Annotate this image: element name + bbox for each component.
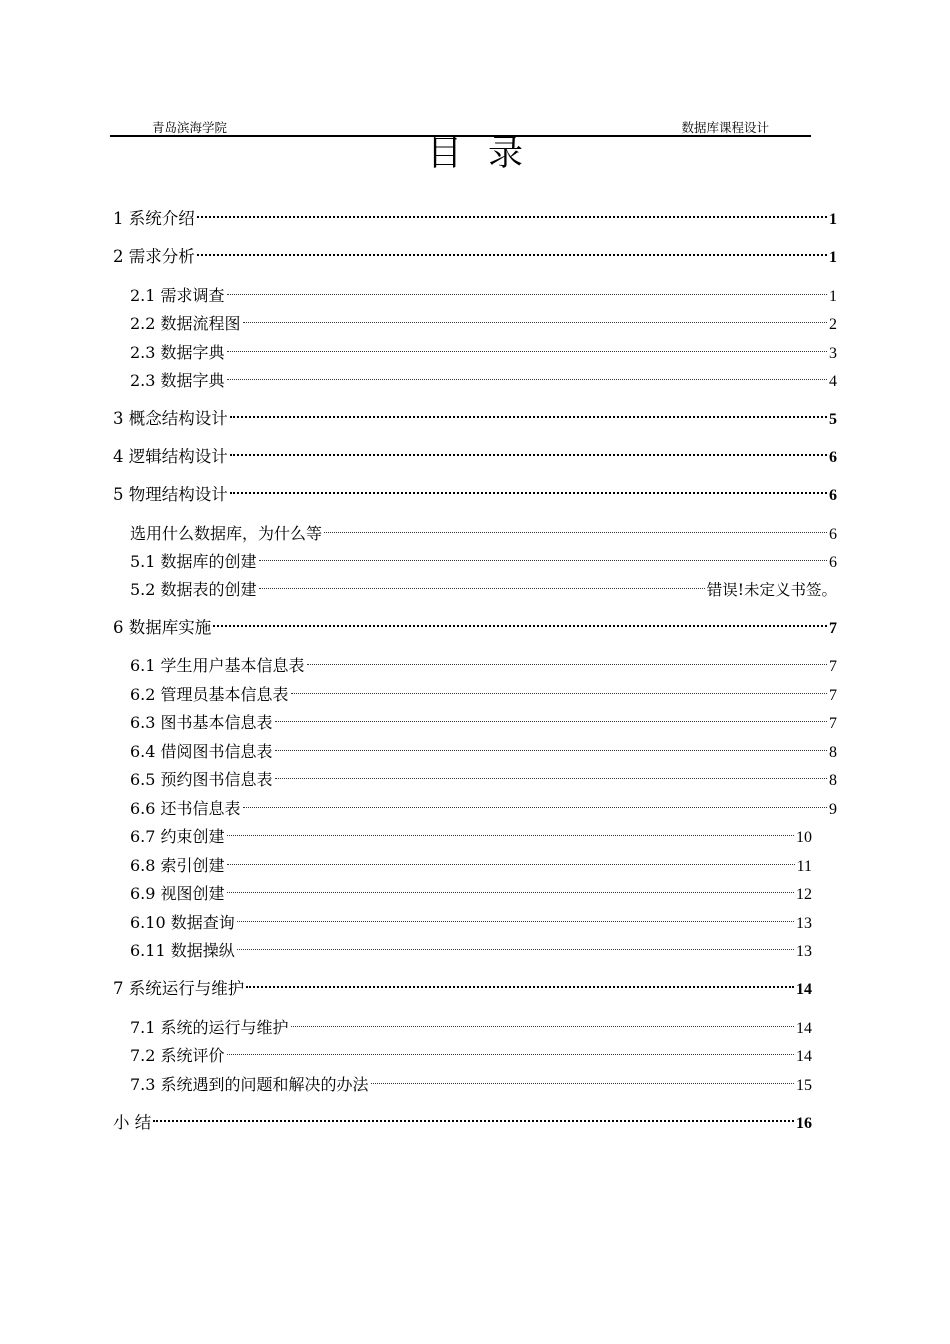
toc-leader-dots — [246, 970, 794, 994]
toc-leader-dots — [307, 647, 827, 671]
toc-leader-dots — [197, 200, 827, 224]
toc-leader-dots — [237, 904, 794, 928]
toc-entry-label: 6.9 视图创建 — [130, 884, 225, 903]
toc-entry-label: 2.3 数据字典 — [130, 343, 225, 362]
toc-entry-page-number: 14 — [796, 1020, 812, 1037]
toc-entry-page-number: 8 — [829, 772, 837, 789]
toc-entry-label: 4 逻辑结构设计 — [113, 447, 228, 466]
toc-entry-label: 6.2 管理员基本信息表 — [130, 685, 289, 704]
toc-entry[interactable] — [130, 1037, 812, 1065]
toc-entry-label: 6.6 还书信息表 — [130, 799, 241, 818]
toc-entry-label: 6.8 索引创建 — [130, 856, 225, 875]
toc-entry-page-number: 2 — [829, 316, 837, 333]
toc-leader-dots — [275, 733, 827, 757]
toc-leader-dots — [259, 571, 705, 595]
toc-entry-page-number: 15 — [796, 1077, 812, 1094]
toc-leader-dots — [230, 438, 827, 462]
toc-entry[interactable] — [130, 761, 837, 789]
toc-entry-page-number: 6 — [829, 449, 837, 466]
toc-entry-page-number: 错误!未定义书签。 — [706, 581, 837, 599]
toc-entry-page-number: 3 — [829, 345, 837, 362]
toc-entry-page-number: 6 — [829, 526, 837, 543]
toc-entry-page-number: 7 — [829, 658, 837, 675]
toc-entry-label: 6.4 借阅图书信息表 — [130, 742, 273, 761]
toc-entry-page-number: 14 — [796, 1048, 812, 1065]
toc-entry[interactable] — [130, 571, 837, 599]
toc-leader-dots — [243, 790, 827, 814]
toc-leader-dots — [153, 1104, 794, 1128]
toc-entry-label: 5.1 数据库的创建 — [130, 552, 257, 571]
toc-entry[interactable] — [113, 609, 837, 637]
toc-entry-page-number: 7 — [829, 715, 837, 732]
toc-entry[interactable] — [130, 704, 837, 732]
toc-entry-label: 5 物理结构设计 — [113, 485, 228, 504]
toc-leader-dots — [227, 362, 827, 386]
toc-entry-page-number: 6 — [829, 487, 837, 504]
toc-entry[interactable] — [130, 334, 837, 362]
header-course-name: 数据库课程设计 — [681, 120, 769, 135]
toc-title: 目录 — [426, 134, 549, 174]
toc-entry-label: 7.3 系统遇到的问题和解决的办法 — [130, 1075, 369, 1094]
toc-entry-label: 1 系统介绍 — [113, 209, 195, 228]
toc-entry-label: 7.2 系统评价 — [130, 1046, 225, 1065]
toc-entry[interactable] — [113, 970, 812, 998]
toc-entry-label: 3 概念结构设计 — [113, 409, 228, 428]
toc-entry-page-number: 16 — [796, 1115, 812, 1132]
toc-entry[interactable] — [130, 875, 812, 903]
toc-leader-dots — [230, 476, 827, 500]
toc-entry[interactable] — [130, 647, 837, 675]
toc-entry[interactable] — [130, 676, 837, 704]
toc-entry-label: 6.5 预约图书信息表 — [130, 770, 273, 789]
toc-entry-page-number: 10 — [796, 829, 812, 846]
toc-leader-dots — [243, 305, 827, 329]
toc-entry-label: 2.1 需求调查 — [130, 286, 225, 305]
toc-leader-dots — [291, 1009, 794, 1033]
toc-entry-page-number: 11 — [796, 858, 812, 875]
header-school-name: 青岛滨海学院 — [152, 120, 228, 135]
toc-entry-page-number: 12 — [796, 886, 812, 903]
toc-entry[interactable] — [130, 277, 837, 305]
toc-entry[interactable] — [130, 904, 812, 932]
toc-leader-dots — [230, 400, 827, 424]
toc-entry-page-number: 7 — [829, 620, 837, 637]
toc-leader-dots — [237, 932, 794, 956]
toc-leader-dots — [227, 875, 794, 899]
toc-leader-dots — [213, 609, 827, 633]
toc-entry-label: 2 需求分析 — [113, 247, 195, 266]
toc-leader-dots — [227, 277, 827, 301]
toc-entry-label: 选用什么数据库，为什么等 — [130, 524, 323, 543]
toc-entry[interactable] — [130, 1066, 812, 1094]
toc-entry-page-number: 8 — [829, 744, 837, 761]
toc-entry-label: 小 结 — [113, 1113, 152, 1132]
toc-leader-dots — [291, 676, 827, 700]
toc-entry[interactable] — [113, 438, 837, 466]
toc-entry[interactable] — [130, 1009, 812, 1037]
toc-entry-page-number: 7 — [829, 687, 837, 704]
toc-entry-label: 7 系统运行与维护 — [113, 979, 245, 998]
toc-entry[interactable] — [113, 200, 837, 228]
toc-entry-page-number: 6 — [829, 554, 837, 571]
toc-leader-dots — [371, 1066, 794, 1090]
toc-entry[interactable] — [113, 400, 837, 428]
toc-leader-dots — [259, 543, 827, 567]
toc-leader-dots — [275, 704, 827, 728]
toc-entry-label: 6.10 数据查询 — [130, 913, 235, 932]
toc-entry[interactable] — [130, 818, 812, 846]
toc-entry[interactable] — [130, 932, 812, 960]
toc-leader-dots — [227, 334, 827, 358]
toc-entry[interactable] — [130, 733, 837, 761]
toc-entry[interactable] — [113, 476, 837, 504]
toc-leader-dots — [275, 761, 827, 785]
toc-entry[interactable] — [130, 847, 812, 875]
toc-entry[interactable] — [130, 790, 837, 818]
toc-entry-label: 6.3 图书基本信息表 — [130, 713, 273, 732]
toc-entry-page-number: 14 — [796, 981, 812, 998]
toc-entry-label: 7.1 系统的运行与维护 — [130, 1018, 289, 1037]
toc-entry-page-number: 4 — [829, 373, 837, 390]
toc-entry-page-number: 9 — [829, 801, 837, 818]
toc-entry-page-number: 13 — [796, 915, 812, 932]
toc-entry[interactable] — [130, 362, 837, 390]
toc-entry[interactable] — [113, 1104, 812, 1132]
toc-leader-dots — [324, 515, 827, 539]
toc-entry[interactable] — [130, 305, 837, 333]
toc-leader-dots — [227, 818, 794, 842]
toc-entry-page-number: 1 — [829, 211, 837, 228]
toc-entry-label: 6.1 学生用户基本信息表 — [130, 656, 305, 675]
toc-leader-dots — [227, 847, 795, 871]
toc-entry-label: 2.3 数据字典 — [130, 371, 225, 390]
toc-entry-label: 6.7 约束创建 — [130, 827, 225, 846]
toc-entry[interactable] — [130, 515, 837, 543]
toc-entry-page-number: 1 — [829, 249, 837, 266]
toc-entry-page-number: 5 — [829, 411, 837, 428]
toc-entry[interactable] — [113, 238, 837, 266]
toc-leader-dots — [197, 238, 827, 262]
toc-entry[interactable] — [130, 543, 837, 571]
toc-entry-page-number: 13 — [796, 943, 812, 960]
toc-leader-dots — [227, 1037, 794, 1061]
toc-entry-label: 5.2 数据表的创建 — [130, 580, 257, 599]
toc-entry-label: 6.11 数据操纵 — [130, 941, 235, 960]
toc-entry-label: 2.2 数据流程图 — [130, 314, 241, 333]
toc-entry-label: 6 数据库实施 — [113, 618, 212, 637]
toc-entry-page-number: 1 — [829, 288, 837, 305]
